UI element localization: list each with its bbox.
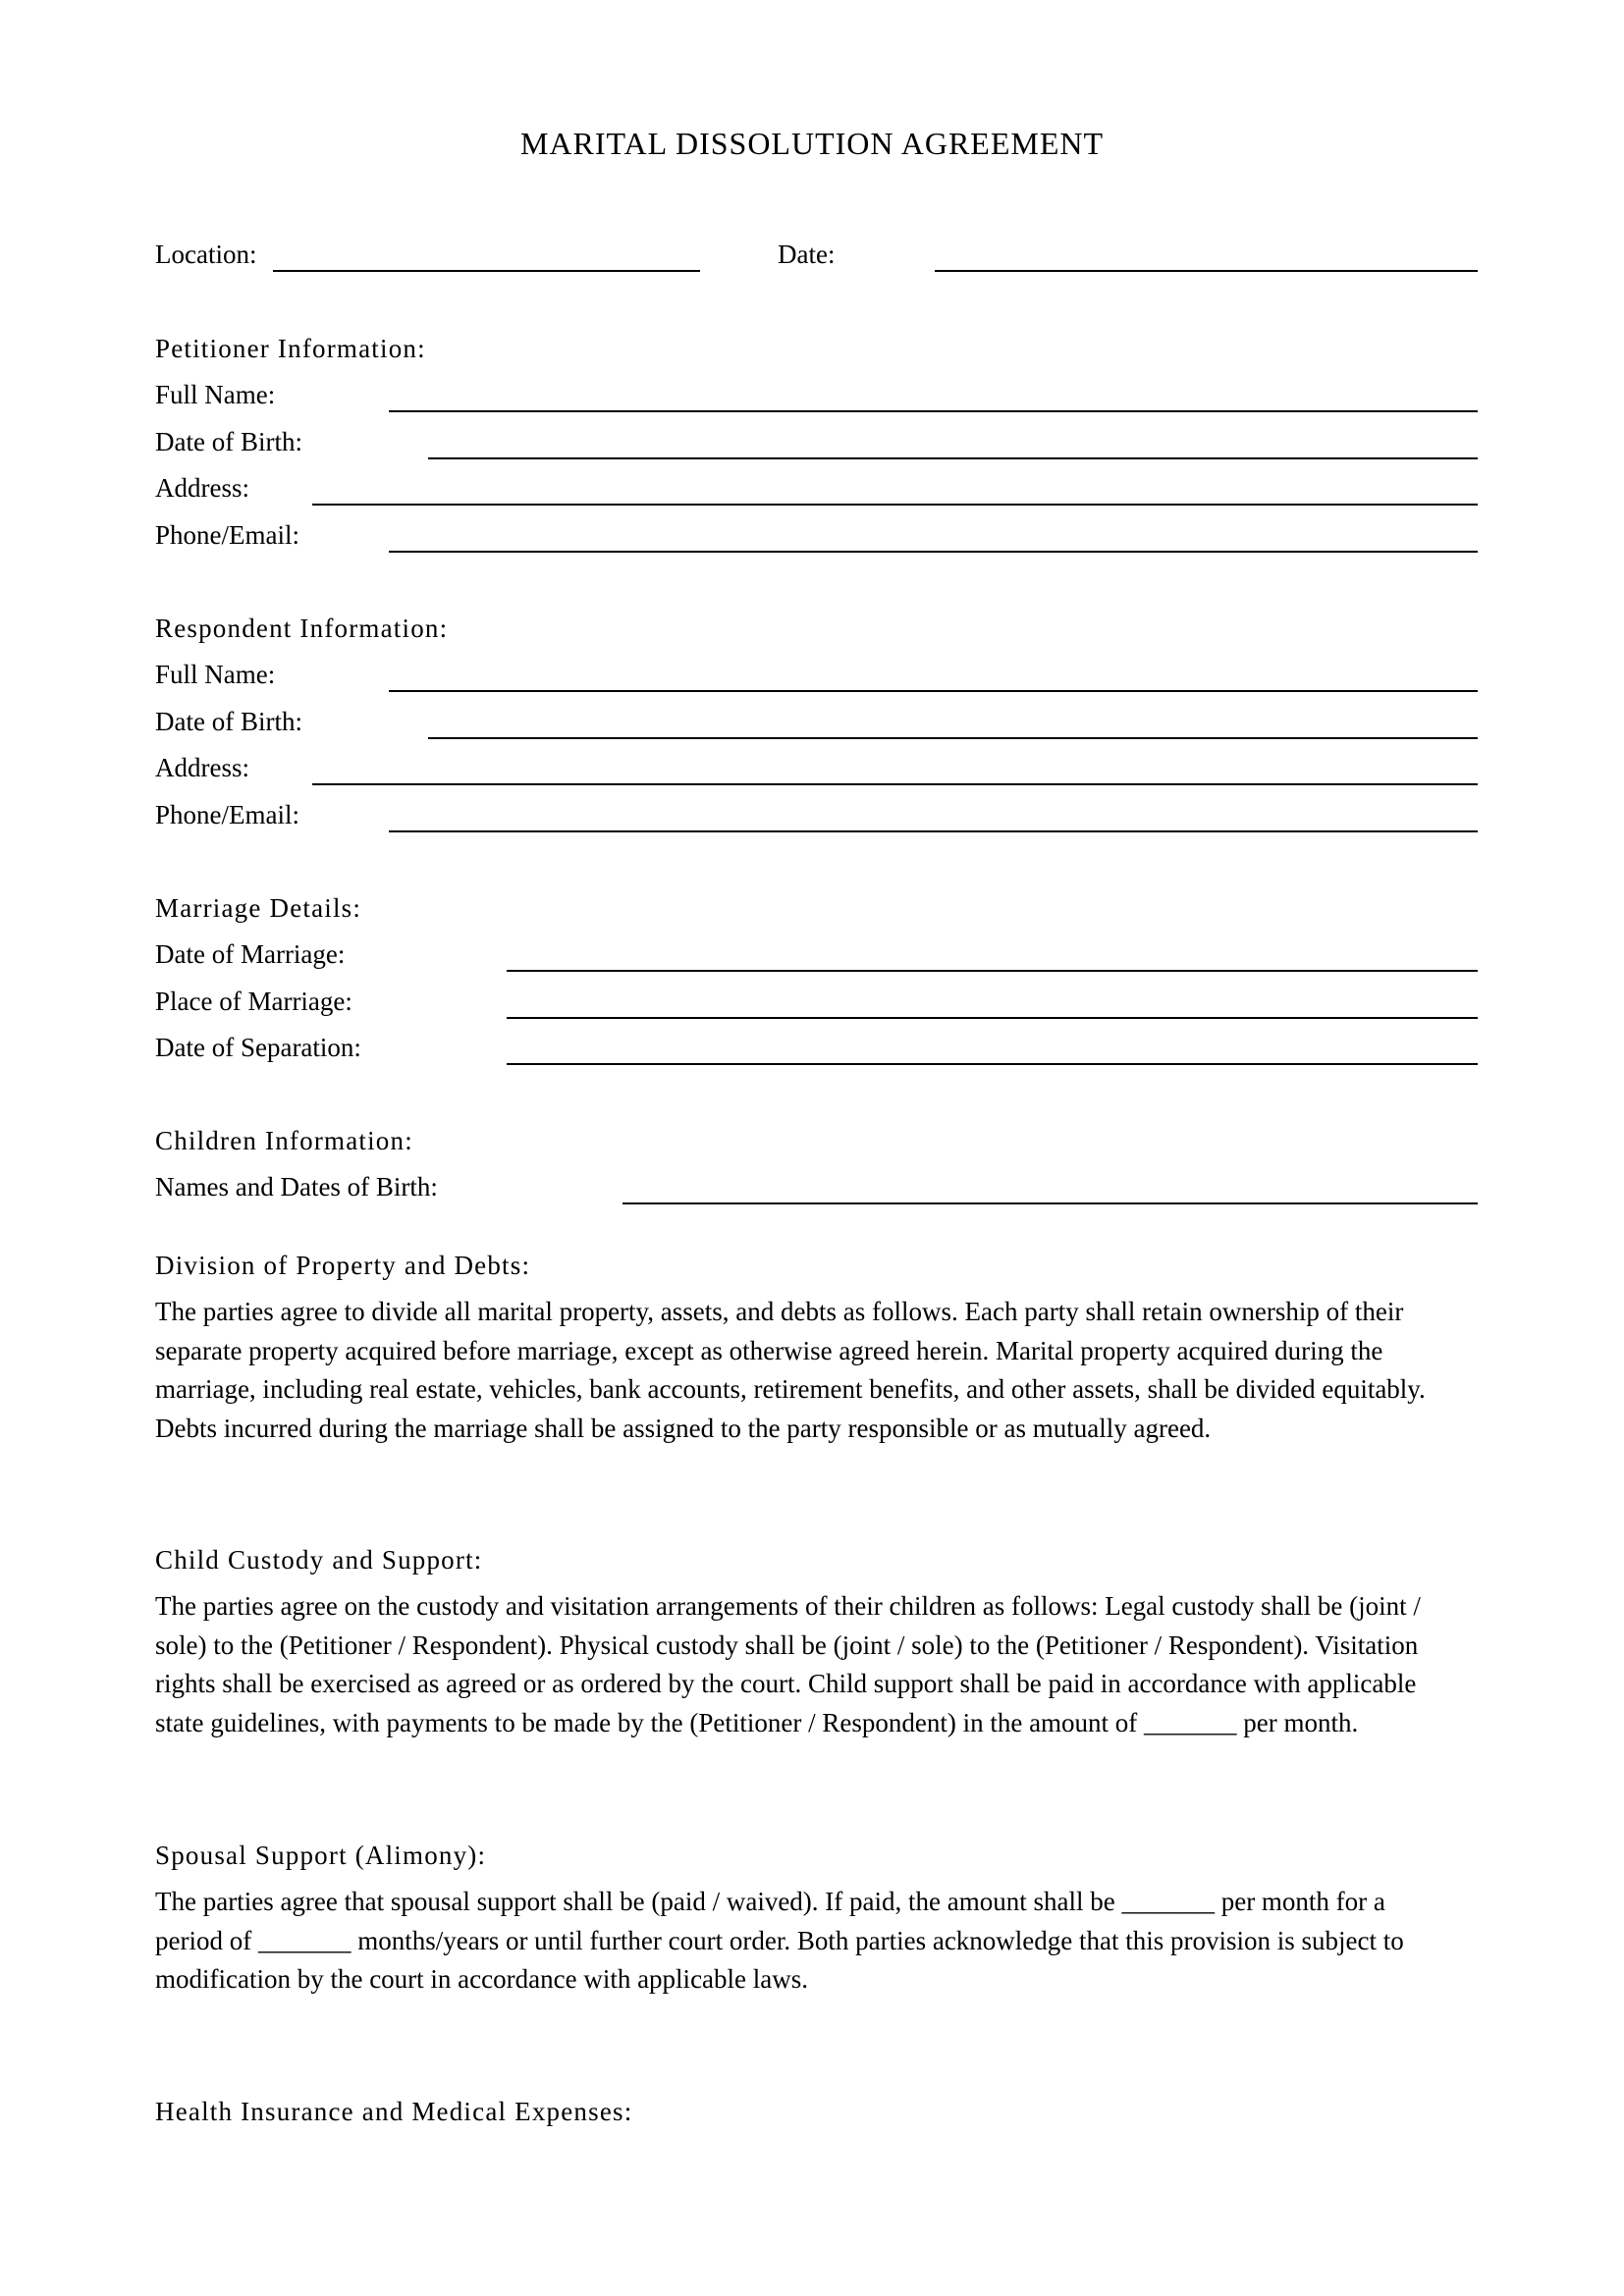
paragraph-line: marriage, including real estate, vehicles, bank accounts, retirement benefits, and other assets, shall be divided equitably. [155,1374,1426,1404]
children-names-field[interactable] [623,1202,1478,1204]
marriage-heading: Marriage Details: [155,893,362,923]
petitioner-full-name-label: Full Name: [155,380,276,409]
custody-heading: Child Custody and Support: [155,1545,483,1575]
respondent-contact-field[interactable] [389,830,1478,832]
paragraph-line: separate property acquired before marriage, except as otherwise agreed herein. Marital property acquired during the [155,1335,1383,1365]
location-label: Location: [155,240,257,269]
paragraph-line: The parties agree to divide all marital property, assets, and debts as follows. Each party shall retain ownership of their [155,1297,1404,1326]
separation-date-label: Date of Separation: [155,1033,361,1062]
paragraph-line: The parties agree on the custody and visitation arrangements of their children as follows: Legal custody shall be (joint / [155,1591,1421,1621]
paragraph-line: sole) to the (Petitioner / Respondent). Physical custody shall be (joint / sole) to the (Petitioner / Respondent). Visitation [155,1629,1419,1660]
respondent-dob-label: Date of Birth: [155,707,302,736]
petitioner-contact-field[interactable] [389,551,1478,553]
respondent-dob-field[interactable] [428,737,1478,739]
respondent-contact-label: Phone/Email: [155,800,299,829]
property-paragraph [155,1293,1490,1448]
health-heading: Health Insurance and Medical Expenses: [155,2097,633,2126]
spousal-paragraph [155,1883,1490,2000]
paragraph-line: modification by the court in accordance with applicable laws. [155,1964,809,1994]
spousal-heading: Spousal Support (Alimony): [155,1841,487,1870]
paragraph-line: state guidelines, with payments to be made by the (Petitioner / Respondent) in the amount of _______ per month. [155,1707,1359,1737]
children-heading: Children Information: [155,1126,413,1155]
petitioner-full-name-field[interactable] [389,410,1478,412]
location-field[interactable] [273,270,700,272]
respondent-heading: Respondent Information: [155,614,449,643]
document-title: MARITAL DISSOLUTION AGREEMENT [519,126,1105,161]
petitioner-contact-label: Phone/Email: [155,520,299,550]
custody-paragraph [155,1587,1490,1742]
property-heading: Division of Property and Debts: [155,1251,531,1280]
paragraph-line: The parties agree that spousal support shall be (paid / waived). If paid, the amount shall be _______ per month for a [155,1887,1385,1916]
marriage-date-label: Date of Marriage: [155,939,346,969]
date-field[interactable] [935,270,1478,272]
marriage-date-field[interactable] [507,970,1478,972]
petitioner-heading: Petitioner Information: [155,334,426,363]
separation-date-field[interactable] [507,1063,1478,1065]
petitioner-address-field[interactable] [312,504,1478,506]
marriage-place-field[interactable] [507,1017,1478,1019]
respondent-full-name-field[interactable] [389,690,1478,692]
marriage-place-label: Place of Marriage: [155,987,352,1016]
respondent-address-label: Address: [155,753,249,782]
petitioner-dob-field[interactable] [428,457,1478,459]
petitioner-dob-label: Date of Birth: [155,427,302,456]
paragraph-line: period of _______ months/years or until further court order. Both parties acknowledge that this provision is subject to [155,1925,1404,1955]
date-label: Date: [778,240,836,269]
respondent-full-name-label: Full Name: [155,660,276,689]
respondent-address-field[interactable] [312,783,1478,785]
petitioner-address-label: Address: [155,473,249,503]
paragraph-line: Debts incurred during the marriage shall be assigned to the party responsible or as mutually agreed. [155,1413,1212,1443]
paragraph-line: rights shall be exercised as agreed or as ordered by the court. Child support shall be paid in accordance with applicable [155,1669,1417,1698]
children-names-label: Names and Dates of Birth: [155,1172,438,1201]
